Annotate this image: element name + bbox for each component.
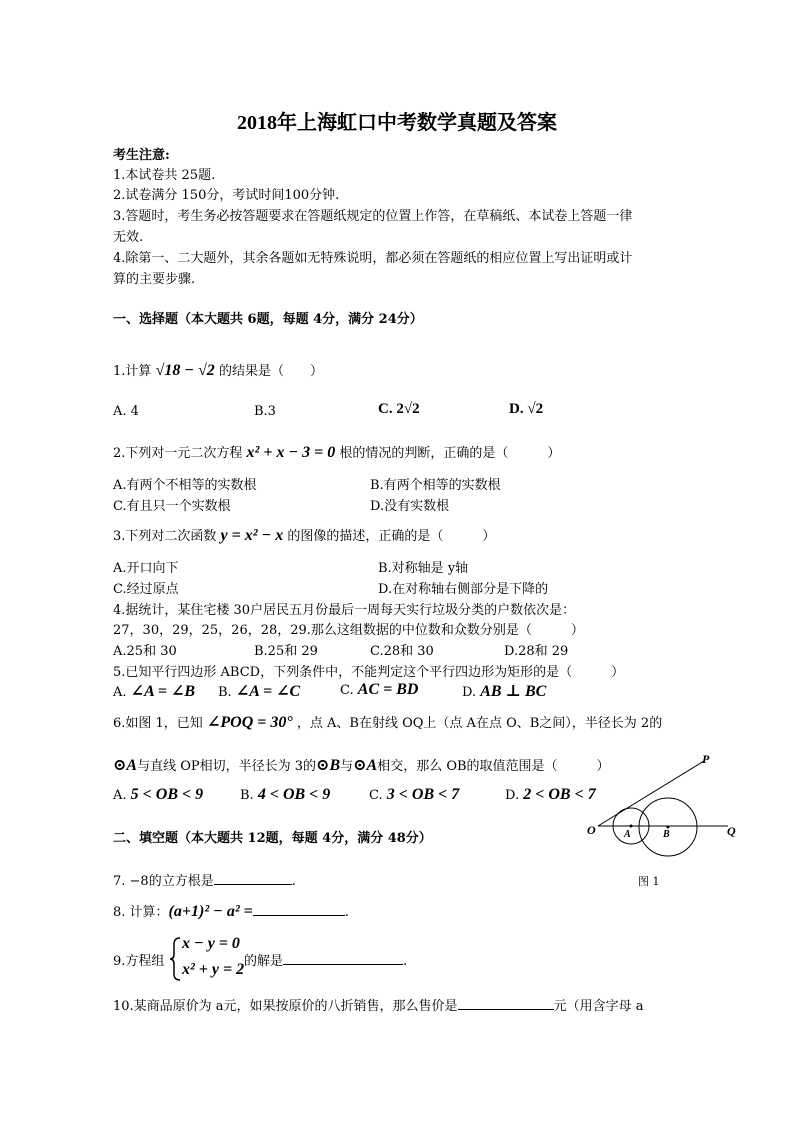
q9-tail xyxy=(244,950,407,969)
q6-option-d-expr: 2 < OB < 7 xyxy=(523,786,596,803)
q6-option-a-expr: 5 < OB < 9 xyxy=(130,786,204,803)
question-8 xyxy=(113,901,349,921)
q6-option-c-expr: 3 < OB < 7 xyxy=(386,786,460,803)
q6-option-a-letter: A. xyxy=(113,788,127,803)
q1-option-a: A. 4 xyxy=(113,404,139,419)
q5-option-d-expr: AB ⊥ BC xyxy=(480,683,547,700)
q6-circle-a2: ⊙A xyxy=(353,757,378,774)
q8-blank[interactable] xyxy=(253,901,345,916)
q2-option-b: B.有两个相等的实数根 xyxy=(370,478,501,493)
figure-caption: 图 1 xyxy=(638,875,660,888)
q5-option-b xyxy=(218,681,300,701)
q5-option-d-letter: D. xyxy=(462,685,477,700)
q10-blank[interactable] xyxy=(458,995,554,1010)
q1-prefix: 1.计算 xyxy=(113,364,152,379)
q1-expr: √18 − √2 xyxy=(155,362,215,379)
section2-heading: 二、填空题（本大题共 12题，每题 4分，满分 48分） xyxy=(113,831,432,846)
q6-option-c xyxy=(369,786,459,804)
q10-suffix: 元（用含字母 a xyxy=(553,999,644,1014)
q1-option-c: C. 2√2 xyxy=(378,401,420,417)
q6-circle-b: ⊙B xyxy=(316,757,341,774)
q2-expr: x² + x − 3 = 0 xyxy=(246,444,336,461)
q9-end: . xyxy=(403,954,408,969)
q5-option-c-expr: AC = BD xyxy=(357,681,419,698)
figure-1 xyxy=(580,748,750,888)
notice-item-2: 2.试卷满分 150分，考试时间100分钟. xyxy=(113,188,340,203)
q8-prefix: 8. 计算： xyxy=(113,905,169,920)
q5-option-d xyxy=(462,681,546,701)
q7-suffix: . xyxy=(291,874,296,889)
q2-option-d: D.没有实数根 xyxy=(370,499,450,514)
q5-option-a-expr: ∠A = ∠B xyxy=(130,683,196,700)
q3-option-a: A.开口向下 xyxy=(113,561,179,576)
q3-suffix: 的图像的描述，正确的是（ ） xyxy=(287,529,496,544)
q1-option-d: D. √2 xyxy=(509,401,544,417)
q5-option-b-expr: ∠A = ∠C xyxy=(235,683,301,700)
q6-option-b xyxy=(240,786,330,804)
question-5: 5.已知平行四边形 ABCD，下列条件中，不能判定这个平行四边形为矩形的是（ ） xyxy=(113,665,625,680)
question-1 xyxy=(113,360,323,380)
q6-option-c-letter: C. xyxy=(369,788,383,803)
q2-option-a: A.有两个不相等的实数根 xyxy=(113,478,257,493)
q8-expr: (a+1)² − a² = xyxy=(168,903,253,920)
section1-heading: 一、选择题（本大题共 6题，每题 4分，满分 24分） xyxy=(113,312,423,327)
q1-suffix: 的结果是（ ） xyxy=(218,364,323,379)
q7-blank[interactable] xyxy=(214,870,292,885)
question-4-line2: 27，30，29，25，26，28，29.那么这组数据的中位数和众数分别是（ ） xyxy=(113,623,584,638)
q6-option-a xyxy=(113,786,203,804)
q6-prefix: 6.如图 1，已知 xyxy=(113,716,203,731)
question-2 xyxy=(113,442,560,462)
q3-option-c: C.经过原点 xyxy=(113,582,179,597)
question-4-line1: 4.据统计，某住宅楼 30户居民五月份最后一周每天实行垃圾分类的户数依次是： xyxy=(113,603,576,618)
notice-heading: 考生注意: xyxy=(113,148,170,163)
q6-option-b-letter: B. xyxy=(240,788,254,803)
page-title: 2018年上海虹口中考数学真题及答案 xyxy=(237,112,557,134)
q8-suffix: . xyxy=(344,905,349,920)
q4-option-b: B.25和 29 xyxy=(254,644,318,659)
q4-option-a: A.25和 30 xyxy=(113,644,177,659)
q6-text-d: 与 xyxy=(340,759,354,774)
q2-suffix: 根的情况的判断，正确的是（ ） xyxy=(339,446,561,461)
point-a xyxy=(630,825,633,828)
q9-blank[interactable] xyxy=(283,950,403,965)
label-q: Q xyxy=(727,824,736,838)
label-a: A xyxy=(624,829,631,840)
q1-option-b: B.3 xyxy=(254,404,276,419)
q5-option-b-letter: B. xyxy=(218,685,232,700)
ray-op xyxy=(598,761,704,826)
question-6-line2 xyxy=(113,755,610,775)
notice-item-3: 3.答题时，考生务必按答题要求在答题纸规定的位置上作答，在草稿纸、本试卷上答题一律 xyxy=(113,209,633,224)
q5-option-c xyxy=(340,681,418,699)
q9-eq2: x² + y = 2 xyxy=(182,961,245,978)
q5-option-a-letter: A. xyxy=(113,685,127,700)
q7-prefix: 7. −8的立方根是 xyxy=(113,874,214,889)
q6-text-f: 相交，那么 OB的取值范围是（ ） xyxy=(377,759,610,774)
q9-brace xyxy=(168,936,182,982)
q3-prefix: 3.下列对二次函数 xyxy=(113,529,217,544)
q3-option-b: B.对称轴是 y轴 xyxy=(378,561,469,576)
q4-option-c: C.28和 30 xyxy=(370,644,434,659)
q3-option-d: D.在对称轴右侧部分是下降的 xyxy=(378,582,549,597)
q3-expr: y = x² − x xyxy=(220,527,284,544)
notice-item-4: 4.除第一、二大题外，其余各题如无特殊说明，都必须在答题纸的相应位置上写出证明或计 xyxy=(113,251,633,266)
q6-expr: ∠POQ = 30° xyxy=(206,714,293,731)
notice-item-4-cont: 算的主要步骤. xyxy=(113,272,196,287)
q6-circle-a: ⊙A xyxy=(113,757,138,774)
question-6-line1 xyxy=(113,712,662,732)
q6-option-d-letter: D. xyxy=(505,788,520,803)
q5-option-a xyxy=(113,681,195,701)
q9-eq1: x − y = 0 xyxy=(182,935,240,952)
q5-option-c-letter: C. xyxy=(340,683,354,698)
label-p: P xyxy=(702,752,710,766)
q6-option-b-expr: 4 < OB < 9 xyxy=(257,786,331,803)
q4-option-d: D.28和 29 xyxy=(504,644,569,659)
q9-suffix: 的解是 xyxy=(244,954,284,969)
question-7 xyxy=(113,870,296,889)
q2-option-c: C.有且只一个实数根 xyxy=(113,499,231,514)
q10-prefix: 10.某商品原价为 a元，如果按原价的八折销售，那么售价是 xyxy=(113,999,458,1014)
notice-item-3-cont: 无效. xyxy=(113,230,144,245)
q6-text-b: 与直线 OP相切，半径长为 3的 xyxy=(137,759,317,774)
question-10 xyxy=(113,995,643,1014)
notice-item-1: 1.本试卷共 25题. xyxy=(113,168,216,183)
q9-prefix: 9.方程组 xyxy=(113,954,165,969)
question-3 xyxy=(113,525,495,545)
q6-suffix: ，点 A、B在射线 OQ上（点 A在点 O、B之间），半径长为 2的 xyxy=(296,716,663,731)
label-o: O xyxy=(587,823,596,837)
q2-prefix: 2.下列对一元二次方程 xyxy=(113,446,243,461)
label-b: B xyxy=(663,829,670,840)
